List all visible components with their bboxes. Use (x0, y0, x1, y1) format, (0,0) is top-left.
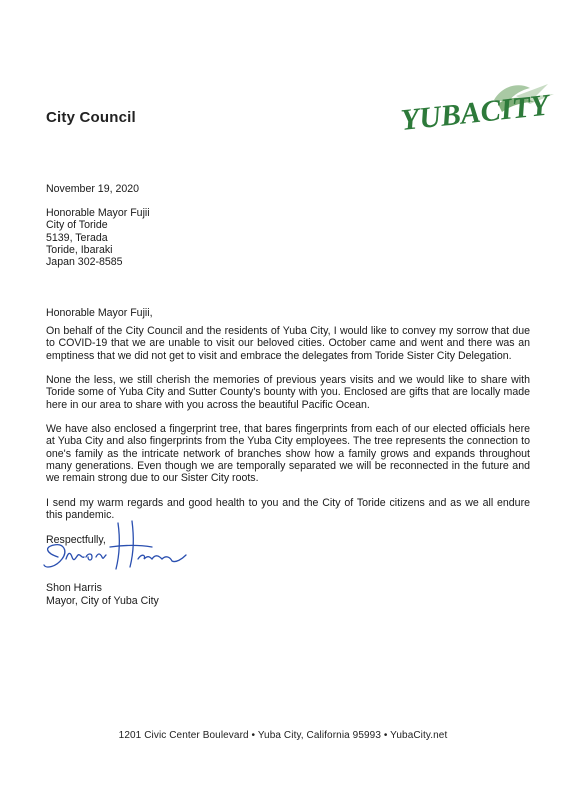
signer-name: Shon Harris (46, 582, 102, 594)
letterhead-title: City Council (46, 109, 136, 126)
recipient-line: 5139, Terada (46, 231, 108, 244)
recipient-line: Honorable Mayor Fujii (46, 207, 150, 219)
yuba-city-logo (398, 78, 556, 150)
recipient-line: Japan 302-8585 (46, 256, 123, 269)
footer-address: 1201 Civic Center Boulevard • Yuba City, California 95993 • YubaCity.net (118, 730, 448, 741)
body-paragraph: On behalf of the City Council and the residents of Yuba City, I would like to convey my sorrow that due to COVID-19 that we are unable to visit our beloved cities. October came and went and there was an emptiness that we did not get to visit and embrace the delegates from Toride Sister City Delegation. (46, 325, 530, 362)
recipient-line: City of Toride (46, 219, 108, 232)
body-paragraph: We have also enclosed a fingerprint tree, that bares fingerprints from each of our elected officials here at Yuba City and also fingerprints from the Yuba City employees. The tree represents the connection to one's family as the intricate network of branches show how a family grows and expands throughout many generations. Even though we are temporally separated we will be reconnected in the future and we remain strong due to our Sister City roots. (46, 423, 530, 485)
recipient-address (46, 207, 150, 268)
letter-date: November 19, 2020 (46, 183, 140, 195)
body-paragraph: I send my warm regards and good health to you and the City of Toride citizens and as we all endure this pandemic. (46, 497, 530, 522)
salutation: Honorable Mayor Fujii, (46, 307, 153, 319)
recipient-line: Toride, Ibaraki (46, 243, 113, 256)
closing: Respectfully, (46, 534, 106, 546)
signer-title: Mayor, City of Yuba City (46, 595, 159, 607)
logo-wordmark: YUBACITY (399, 88, 551, 137)
body-paragraph: None the less, we still cherish the memories of previous years visits and we would like to share with Toride some of Yuba City and Sutter County's bounty with you. Enclosed are gifts that are locally made here in our area to share with you across the beautiful Pacific Ocean. (46, 374, 530, 411)
handwritten-signature (40, 517, 190, 581)
